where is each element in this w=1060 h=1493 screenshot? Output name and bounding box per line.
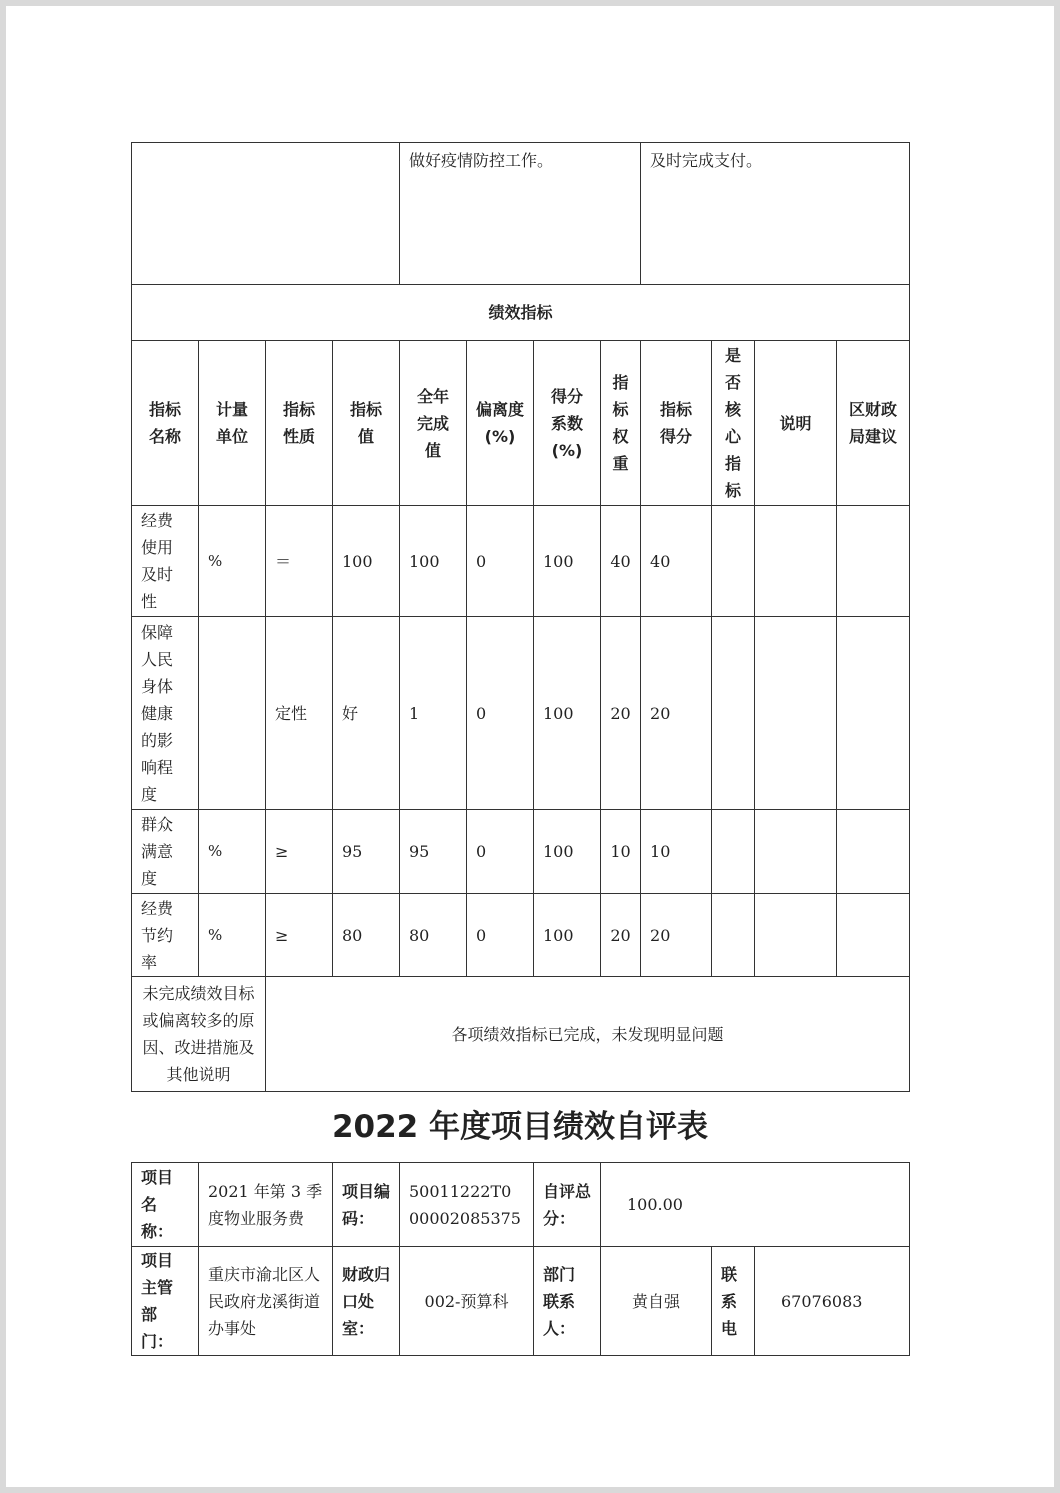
indicator-score: 40 xyxy=(641,506,712,617)
table-row xyxy=(132,506,910,617)
header-weight: 指标权重 xyxy=(601,341,641,506)
indicator-weight: 20 xyxy=(601,894,641,977)
header-score: 指标得分 xyxy=(641,341,712,506)
indicator-annual: 95 xyxy=(400,810,467,894)
indicator-coef: 100 xyxy=(534,810,601,894)
indicator-unit: % xyxy=(199,506,266,617)
indicator-weight: 10 xyxy=(601,810,641,894)
header-suggestion: 区财政局建议 xyxy=(837,341,910,506)
table-row xyxy=(132,617,910,810)
indicator-annual: 80 xyxy=(400,894,467,977)
indicator-unit: % xyxy=(199,894,266,977)
project-code-value: 50011222T000002085375 xyxy=(400,1163,534,1247)
indicator-header-row xyxy=(132,341,910,506)
table-row xyxy=(132,810,910,894)
indicator-core xyxy=(712,810,755,894)
indicator-score: 20 xyxy=(641,894,712,977)
indicator-deviation: 0 xyxy=(467,894,534,977)
page-title: 2022 年度项目绩效自评表 xyxy=(331,1109,709,1145)
indicator-annual: 1 xyxy=(400,617,467,810)
total-score-label: 自评总分： xyxy=(534,1163,601,1247)
indicator-name: 群众满意度 xyxy=(132,810,199,894)
indicator-name: 经费节约率 xyxy=(132,894,199,977)
header-annual: 全年完成值 xyxy=(400,341,467,506)
indicator-note xyxy=(755,810,837,894)
indicator-core xyxy=(712,617,755,810)
indicator-value: 80 xyxy=(333,894,400,977)
phone-value: 67076083 xyxy=(755,1247,910,1356)
finance-office-label: 财政归口处室： xyxy=(333,1247,400,1356)
indicator-core xyxy=(712,894,755,977)
indicator-coef: 100 xyxy=(534,894,601,977)
indicator-suggestion xyxy=(837,617,910,810)
project-name-value: 2021 年第 3 季度物业服务费 xyxy=(199,1163,333,1247)
indicator-nature: 定性 xyxy=(266,617,333,810)
indicator-note xyxy=(755,894,837,977)
project-code-label: 项目编码： xyxy=(333,1163,400,1247)
header-value: 指标值 xyxy=(333,341,400,506)
total-score-value: 100.00 xyxy=(601,1163,910,1247)
header-note: 说明 xyxy=(755,341,837,506)
header-deviation: 偏离度(%) xyxy=(467,341,534,506)
finance-office-value: 002-预算科 xyxy=(400,1247,534,1356)
header-coef: 得分系数(%) xyxy=(534,341,601,506)
indicator-annual: 100 xyxy=(400,506,467,617)
project-info-table xyxy=(131,1162,910,1356)
project-row-2 xyxy=(132,1247,910,1356)
section-header: 绩效指标 xyxy=(132,285,910,341)
indicator-score: 10 xyxy=(641,810,712,894)
header-core: 是否核心指标 xyxy=(712,341,755,506)
top-continuation-row xyxy=(132,143,910,285)
header-name: 指标名称 xyxy=(132,341,199,506)
indicator-suggestion xyxy=(837,810,910,894)
indicator-name: 经费使用及时性 xyxy=(132,506,199,617)
remarks-row xyxy=(132,977,910,1092)
dept-label: 项目主管部门： xyxy=(132,1247,199,1356)
document-page xyxy=(6,6,1054,1487)
indicator-deviation: 0 xyxy=(467,506,534,617)
contact-label: 部门联系人： xyxy=(534,1247,601,1356)
dept-value: 重庆市渝北区人民政府龙溪街道办事处 xyxy=(199,1247,333,1356)
indicator-value: 好 xyxy=(333,617,400,810)
indicator-nature: ≥ xyxy=(266,810,333,894)
top-cell-epidemic: 做好疫情防控工作。 xyxy=(400,143,641,285)
indicator-nature: ≥ xyxy=(266,894,333,977)
indicator-unit xyxy=(199,617,266,810)
indicator-coef: 100 xyxy=(534,506,601,617)
project-name-label: 项目名称： xyxy=(132,1163,199,1247)
indicator-value: 95 xyxy=(333,810,400,894)
indicator-value: 100 xyxy=(333,506,400,617)
header-nature: 指标性质 xyxy=(266,341,333,506)
indicator-note xyxy=(755,617,837,810)
project-row-1 xyxy=(132,1163,910,1247)
performance-indicators-table xyxy=(131,142,910,1092)
remarks-value: 各项绩效指标已完成，未发现明显问题 xyxy=(266,977,910,1092)
indicator-unit: % xyxy=(199,810,266,894)
indicator-note xyxy=(755,506,837,617)
header-unit: 计量单位 xyxy=(199,341,266,506)
indicator-suggestion xyxy=(837,894,910,977)
indicator-deviation: 0 xyxy=(467,617,534,810)
indicator-weight: 20 xyxy=(601,617,641,810)
indicator-name: 保障人民身体健康的影响程度 xyxy=(132,617,199,810)
indicator-coef: 100 xyxy=(534,617,601,810)
indicator-suggestion xyxy=(837,506,910,617)
indicator-nature: ＝ xyxy=(266,506,333,617)
phone-label: 联系电 xyxy=(712,1247,755,1356)
indicator-weight: 40 xyxy=(601,506,641,617)
contact-value: 黄自强 xyxy=(601,1247,712,1356)
indicator-core xyxy=(712,506,755,617)
remarks-label: 未完成绩效目标或偏离较多的原因、改进措施及其他说明 xyxy=(132,977,266,1092)
indicator-deviation: 0 xyxy=(467,810,534,894)
top-cell-payment: 及时完成支付。 xyxy=(641,143,910,285)
table-row xyxy=(132,894,910,977)
top-empty-cell xyxy=(132,143,400,285)
section-header-row xyxy=(132,285,910,341)
indicator-score: 20 xyxy=(641,617,712,810)
